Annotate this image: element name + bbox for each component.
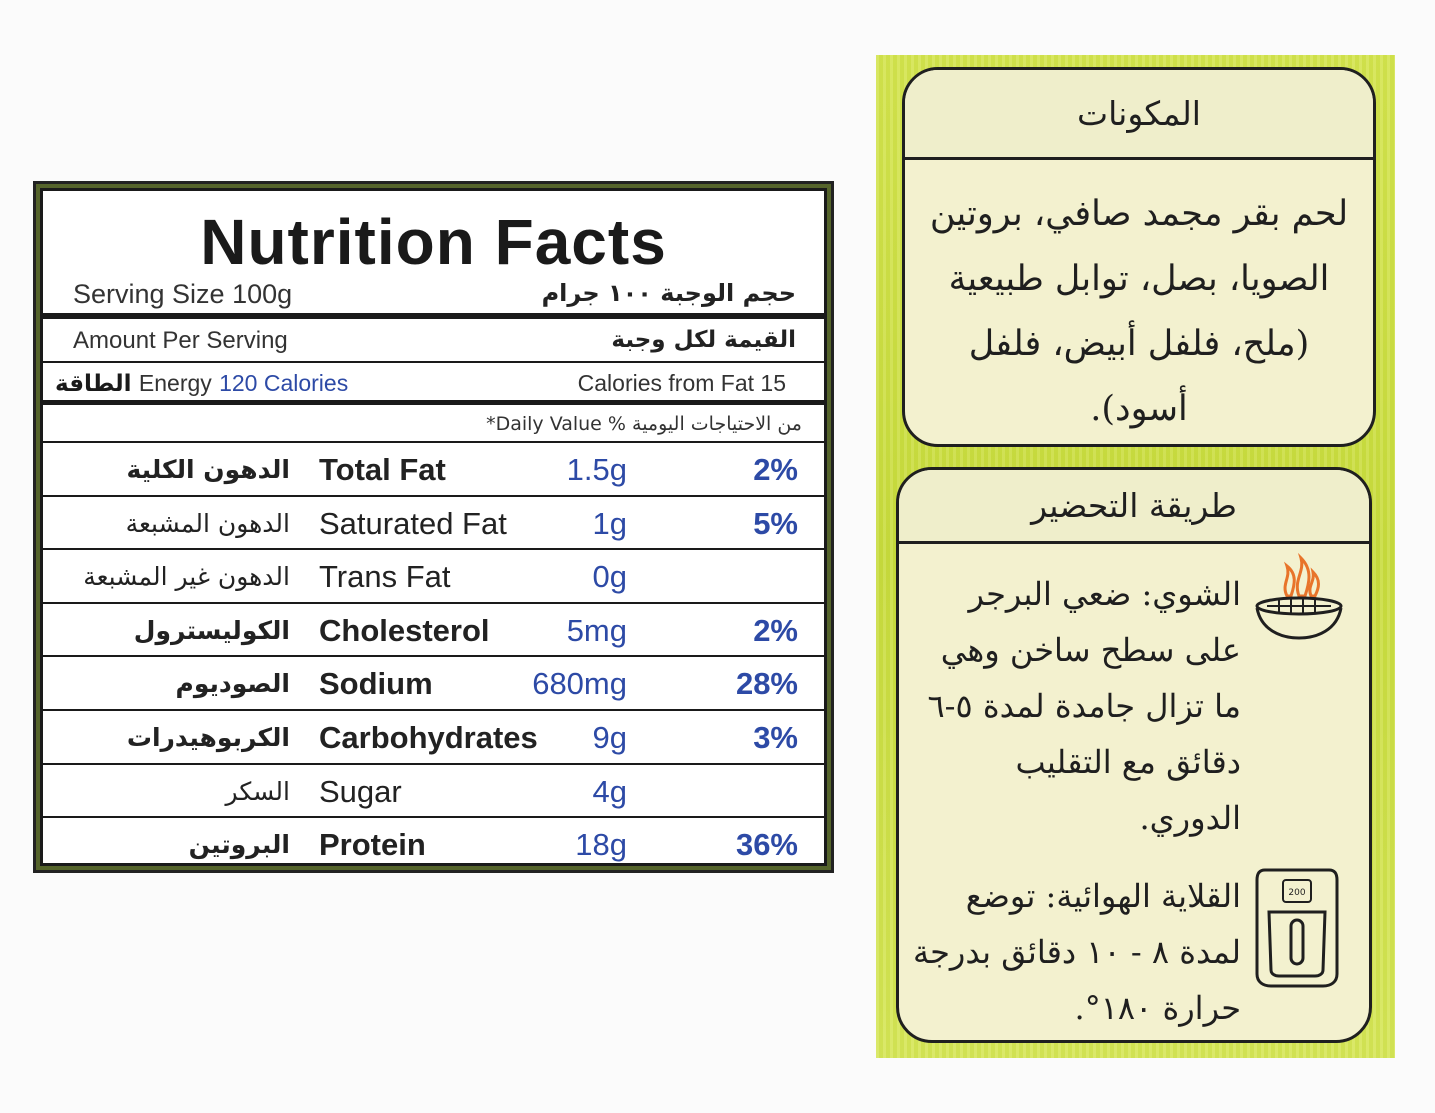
nutrient-amount: 1g bbox=[592, 505, 627, 541]
ingredients-box bbox=[902, 67, 1376, 447]
nutrient-row bbox=[43, 443, 824, 497]
energy-en: Energy bbox=[138, 370, 212, 396]
preparation-title: طريقة التحضير bbox=[899, 470, 1369, 544]
nutrient-name-en: Total Fat bbox=[319, 452, 446, 487]
nutrient-amount: 9g bbox=[592, 720, 627, 755]
serving-size-ar: حجم الوجبة ١٠٠ جرام bbox=[541, 279, 796, 307]
nutrient-name-en: Sugar bbox=[319, 773, 402, 809]
ingredients-line: لحم بقر مجمد صافي، بروتين bbox=[929, 194, 1349, 234]
nutrient-daily-percent: 2% bbox=[753, 612, 798, 648]
air-fryer-icon bbox=[1251, 864, 1343, 992]
amount-per-serving-row bbox=[43, 319, 824, 363]
recipe-panel bbox=[876, 55, 1395, 1058]
energy-group bbox=[55, 370, 348, 397]
grill-icon bbox=[1251, 552, 1347, 644]
airfryer-instructions bbox=[913, 868, 1241, 1036]
nutrient-amount: 5mg bbox=[566, 612, 627, 648]
nutrient-name-ar: البروتين bbox=[188, 830, 290, 860]
nutrient-name-en: Protein bbox=[319, 827, 426, 863]
amount-per-serving-en: Amount Per Serving bbox=[73, 327, 288, 354]
ingredients-title: المكونات bbox=[905, 70, 1373, 160]
nutrient-amount: 4g bbox=[592, 773, 627, 809]
calories-from-fat: Calories from Fat 15 bbox=[577, 370, 786, 396]
airfryer-line: لمدة ٨ - ١٠ دقائق بدرجة bbox=[912, 933, 1241, 971]
nutrient-name-en: Cholesterol bbox=[319, 612, 490, 648]
nutrition-title: Nutrition Facts bbox=[200, 206, 667, 278]
nutrient-name-en: Trans Fat bbox=[319, 559, 451, 595]
daily-value-row bbox=[43, 405, 824, 443]
nutrient-name-ar: الدهون الكلية bbox=[126, 455, 290, 484]
airfryer-display: 200 bbox=[1288, 888, 1306, 898]
nutrient-daily-percent: 2% bbox=[753, 452, 798, 487]
ingredients-line: الصويا، بصل، توابل طبيعية bbox=[948, 259, 1330, 299]
nutrient-row bbox=[43, 818, 824, 872]
nutrient-name-ar: الكوليسترول bbox=[133, 615, 290, 645]
amount-per-serving-ar: القيمة لكل وجبة bbox=[611, 327, 796, 353]
energy-row bbox=[43, 363, 824, 405]
nutrient-row bbox=[43, 604, 824, 658]
nutrient-row bbox=[43, 657, 824, 711]
ingredients-line: (ملح، فلفل أبيض، فلفل bbox=[968, 324, 1310, 364]
energy-calories: 120 Calories bbox=[219, 370, 349, 396]
airfryer-line: القلاية الهوائية: توضع bbox=[965, 877, 1241, 915]
nutrient-amount: 1.5g bbox=[566, 452, 627, 487]
nutrient-row bbox=[43, 765, 824, 819]
nutrient-name-ar: الكربوهيدرات bbox=[126, 723, 290, 752]
airfryer-line: حرارة ١٨٠°. bbox=[1074, 989, 1241, 1027]
nutrient-amount: 0g bbox=[592, 559, 627, 595]
nutrient-row bbox=[43, 711, 824, 765]
grill-line: الدوري. bbox=[1139, 799, 1241, 837]
grill-line: على سطح ساخن وهي bbox=[940, 631, 1241, 669]
nutrient-name-ar: الدهون المشبعة bbox=[125, 508, 290, 538]
nutrient-daily-percent: 28% bbox=[735, 666, 798, 702]
nutrient-row bbox=[43, 550, 824, 604]
nutrition-header bbox=[43, 191, 824, 319]
nutrient-name-ar: الدهون غير المشبعة bbox=[83, 562, 290, 592]
nutrient-amount: 680mg bbox=[532, 666, 627, 702]
grill-line: دقائق مع التقليب bbox=[1015, 743, 1241, 781]
grill-line: ما تزال جامدة لمدة ٥-٦ bbox=[927, 687, 1241, 725]
nutrient-row bbox=[43, 497, 824, 551]
nutrition-facts-label bbox=[33, 181, 834, 873]
nutrient-daily-percent: 3% bbox=[753, 720, 798, 755]
daily-value-note: *Daily Value % من الاحتياجات اليومية bbox=[486, 413, 802, 435]
nutrient-name-en: Sodium bbox=[319, 666, 433, 702]
nutrient-name-en: Saturated Fat bbox=[319, 505, 507, 541]
grill-line: الشوي: ضعي البرجر bbox=[968, 575, 1241, 613]
grill-instructions bbox=[927, 566, 1241, 846]
nutrient-daily-percent: 36% bbox=[735, 827, 798, 863]
energy-ar: الطاقة bbox=[55, 371, 132, 397]
nutrient-amount: 18g bbox=[575, 827, 627, 863]
ingredients-line: أسود). bbox=[1090, 389, 1188, 429]
nutrient-name-ar: السكر bbox=[225, 776, 290, 806]
preparation-box bbox=[896, 467, 1372, 1043]
nutrient-name-en: Carbohydrates bbox=[319, 720, 538, 755]
nutrition-facts-inner bbox=[40, 188, 827, 866]
ingredients-text bbox=[915, 182, 1363, 442]
nutrient-name-ar: الصوديوم bbox=[175, 669, 290, 699]
nutrient-daily-percent: 5% bbox=[753, 505, 798, 541]
serving-size-en: Serving Size 100g bbox=[73, 279, 293, 309]
